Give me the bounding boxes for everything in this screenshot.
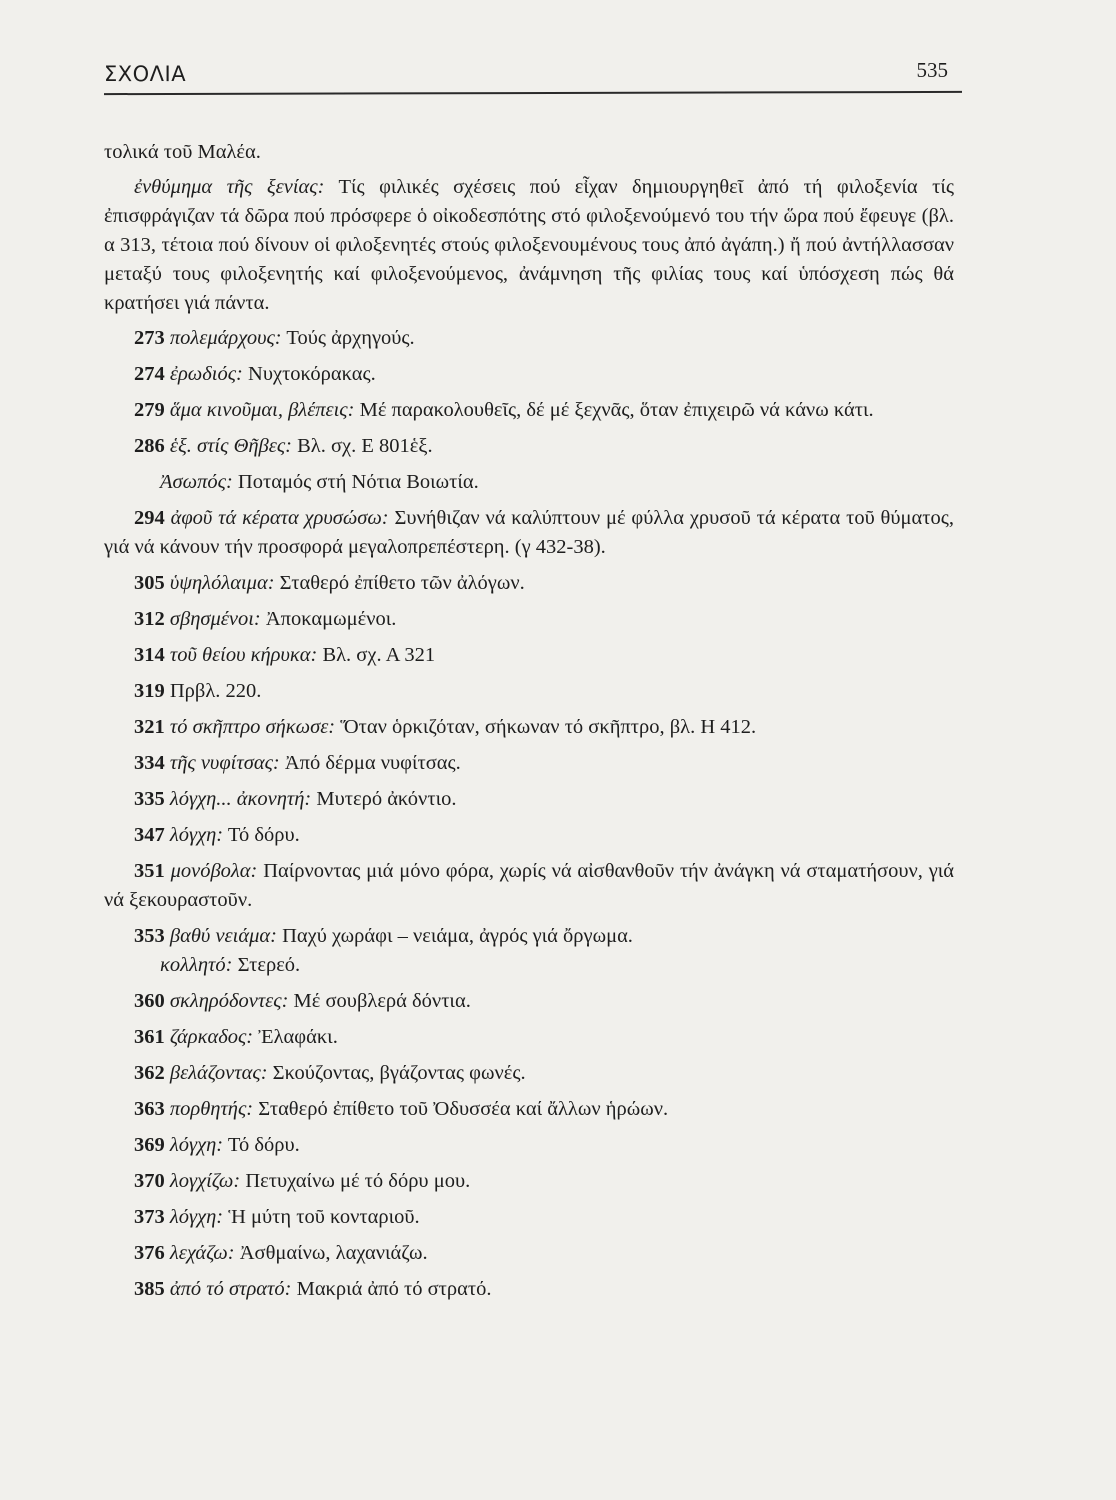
note-entry bbox=[104, 1167, 954, 1196]
note-entry bbox=[104, 1203, 954, 1232]
lemma: βαθύ νειάμα: bbox=[169, 925, 277, 947]
note-entry bbox=[104, 1059, 954, 1088]
gloss: Βλ. σχ. Ε 801ἑξ. bbox=[297, 435, 433, 457]
line-number: 319 bbox=[134, 680, 165, 702]
lemma: βελάζοντας: bbox=[169, 1062, 268, 1084]
gloss: Ὅταν ὁρκιζόταν, σήκωναν τό σκῆπτρο, βλ. Η 412. bbox=[340, 716, 757, 738]
note-entry bbox=[104, 857, 954, 915]
line-number: 351 bbox=[134, 860, 165, 882]
lemma: τῆς νυφίτσας: bbox=[169, 752, 280, 774]
line-number: 385 bbox=[134, 1278, 165, 1300]
gloss: Ἐλαφάκι. bbox=[258, 1026, 338, 1048]
note-entry bbox=[104, 504, 954, 562]
line-number: 373 bbox=[134, 1206, 165, 1228]
note-entry bbox=[104, 641, 954, 670]
line-number: 312 bbox=[134, 608, 165, 630]
note-entry bbox=[104, 1275, 954, 1304]
gloss: Ποταμός στή Νότια Βοιωτία. bbox=[237, 471, 479, 493]
lemma: ἀπό τό στρατό: bbox=[169, 1278, 292, 1300]
note-entry bbox=[104, 749, 954, 778]
lemma: ἅμα κινοῦμαι, βλέπεις: bbox=[169, 399, 355, 421]
commentary-body bbox=[104, 138, 954, 1311]
note-entry bbox=[104, 324, 954, 353]
gloss: Μυτερό ἀκόντιο. bbox=[316, 788, 457, 810]
gloss: Τούς ἀρχηγούς. bbox=[286, 327, 415, 349]
note-entry bbox=[104, 569, 954, 598]
note-subentry bbox=[104, 951, 954, 980]
note-entry bbox=[104, 785, 954, 814]
note-entry bbox=[104, 1131, 954, 1160]
gloss: Ἀπό δέρμα νυφίτσας. bbox=[284, 752, 461, 774]
page-number: 535 bbox=[916, 58, 948, 82]
note-entry bbox=[104, 605, 954, 634]
note-entry bbox=[104, 987, 954, 1016]
gloss: Σταθερό ἐπίθετο τοῦ Ὀδυσσέα καί ἄλλων ἡρώων. bbox=[258, 1098, 669, 1120]
gloss: Παίρνοντας μιά μόνο φόρα, χωρίς νά αἰσθανθοῦν τήν ἀνάγκη νά σταματήσουν, γιά νά ξεκουραστοῦν. bbox=[104, 860, 955, 911]
lemma: λόγχη... ἀκονητή: bbox=[169, 788, 312, 810]
note-entry bbox=[104, 432, 954, 461]
gloss: Ἡ μύτη τοῦ κονταριοῦ. bbox=[228, 1206, 420, 1228]
note-subentry bbox=[104, 468, 954, 497]
line-number: 294 bbox=[134, 507, 165, 529]
lemma: λόγχη: bbox=[169, 1134, 224, 1156]
note-entry bbox=[104, 1023, 954, 1052]
lemma: ζάρκαδος: bbox=[169, 1026, 254, 1048]
note-entry bbox=[104, 1095, 954, 1124]
line-number: 360 bbox=[134, 990, 165, 1012]
gloss: Μακριά ἀπό τό στρατό. bbox=[296, 1278, 492, 1300]
line-number: 353 bbox=[134, 925, 165, 947]
lemma: ἀφοῦ τά κέρατα χρυσώσω: bbox=[170, 507, 389, 529]
enthymema-note bbox=[104, 173, 954, 318]
gloss: Παχύ χωράφι – νειάμα, ἀγρός γιά ὄργωμα. bbox=[282, 925, 633, 947]
line-number: 334 bbox=[134, 752, 165, 774]
line-number: 362 bbox=[134, 1062, 165, 1084]
lemma: Ἀσωπός: bbox=[160, 471, 233, 493]
lemma: τό σκῆπτρο σήκωσε: bbox=[169, 716, 336, 738]
gloss: Ἀσθμαίνω, λαχανιάζω. bbox=[239, 1242, 428, 1264]
line-number: 273 bbox=[134, 327, 165, 349]
lemma: ἐνθύμημα τῆς ξενίας: bbox=[134, 176, 325, 198]
line-number: 321 bbox=[134, 716, 165, 738]
gloss: Τό δόρυ. bbox=[227, 1134, 300, 1156]
lemma: ὑψηλόλαιμα: bbox=[169, 572, 275, 594]
gloss: Ἀποκαμωμένοι. bbox=[265, 608, 397, 630]
line-number: 335 bbox=[134, 788, 165, 810]
line-number: 314 bbox=[134, 644, 165, 666]
lemma: σβησμένοι: bbox=[169, 608, 261, 630]
line-number: 369 bbox=[134, 1134, 165, 1156]
entry-list bbox=[104, 324, 954, 1304]
gloss: Πετυχαίνω μέ τό δόρυ μου. bbox=[245, 1170, 471, 1192]
gloss: Νυχτοκόρακας. bbox=[248, 363, 376, 385]
lemma: λογχίζω: bbox=[169, 1170, 241, 1192]
lemma: τοῦ θείου κήρυκα: bbox=[169, 644, 318, 666]
gloss: Βλ. σχ. Α 321 bbox=[322, 644, 436, 666]
note-entry bbox=[104, 713, 954, 742]
note-entry bbox=[104, 360, 954, 389]
line-number: 286 bbox=[134, 435, 165, 457]
line-number: 361 bbox=[134, 1026, 165, 1048]
lemma: ἐρωδιός: bbox=[169, 363, 243, 385]
lemma: λόγχη: bbox=[169, 1206, 224, 1228]
gloss: Μέ παρακολουθεῖς, δέ μέ ξεχνᾶς, ὅταν ἐπιχειρῶ νά κάνω κάτι. bbox=[359, 399, 874, 421]
note-entry bbox=[104, 677, 954, 706]
gloss: Μέ σουβλερά δόντια. bbox=[293, 990, 471, 1012]
running-header bbox=[104, 58, 948, 92]
gloss: Πρβλ. 220. bbox=[169, 680, 262, 702]
lemma: σκληρόδοντες: bbox=[169, 990, 289, 1012]
note-entry bbox=[104, 922, 954, 951]
line-number: 376 bbox=[134, 1242, 165, 1264]
lemma: πορθητής: bbox=[169, 1098, 254, 1120]
line-number: 279 bbox=[134, 399, 165, 421]
gloss: Τό δόρυ. bbox=[227, 824, 300, 846]
gloss: Συνήθιζαν νά καλύπτουν μέ φύλλα χρυσοῦ τά κέρατα τοῦ θύματος, γιά νά κάνουν τήν προσφορά μεγαλοπρεπέστερη. (γ 432-38). bbox=[104, 507, 954, 558]
gloss: Σκούζοντας, βγάζοντας φωνές. bbox=[272, 1062, 526, 1084]
lemma: μονόβολα: bbox=[170, 860, 258, 882]
line-number: 370 bbox=[134, 1170, 165, 1192]
line-number: 305 bbox=[134, 572, 165, 594]
lemma: λεχάζω: bbox=[169, 1242, 235, 1264]
lemma: πολεμάρχους: bbox=[169, 327, 282, 349]
running-head-title: ΣΧΟΛΙΑ bbox=[104, 62, 187, 86]
lemma: κολλητό: bbox=[160, 954, 233, 976]
lemma: λόγχη: bbox=[169, 824, 224, 846]
note-entry bbox=[104, 821, 954, 850]
line-number: 274 bbox=[134, 363, 165, 385]
gloss: Τίς φιλικές σχέσεις πού εἶχαν δημιουργηθεῖ ἀπό τή φιλοξενία τίς ἐπισφράγιζαν τά δῶρα πού πρόσφερε ὁ οἰκοδεσπότης στό φιλοξενούμενό του τήν ὥρα πού ἔφευγε (βλ. α 313, τέτοια πού δίνουν οἱ φιλοξενητές στούς φιλοξενουμένους τους ἀπό ἀγάπη.) ἤ πού ἀντήλλασσαν μεταξύ τους φιλοξενητής καί φιλοξενούμενος, ἀνάμνηση τῆς φιλίας τους καί ὑπόσχεση πώς θά κρατήσει γιά πάντα. bbox=[104, 176, 954, 314]
line-number: 363 bbox=[134, 1098, 165, 1120]
note-entry bbox=[104, 1239, 954, 1268]
lemma: ἑξ. στίς Θῆβες: bbox=[169, 435, 292, 457]
note-entry bbox=[104, 396, 954, 425]
gloss: Σταθερό ἐπίθετο τῶν ἀλόγων. bbox=[279, 572, 525, 594]
gloss: Στερεό. bbox=[237, 954, 301, 976]
continued-line: τολικά τοῦ Μαλέα. bbox=[104, 141, 261, 163]
line-number: 347 bbox=[134, 824, 165, 846]
